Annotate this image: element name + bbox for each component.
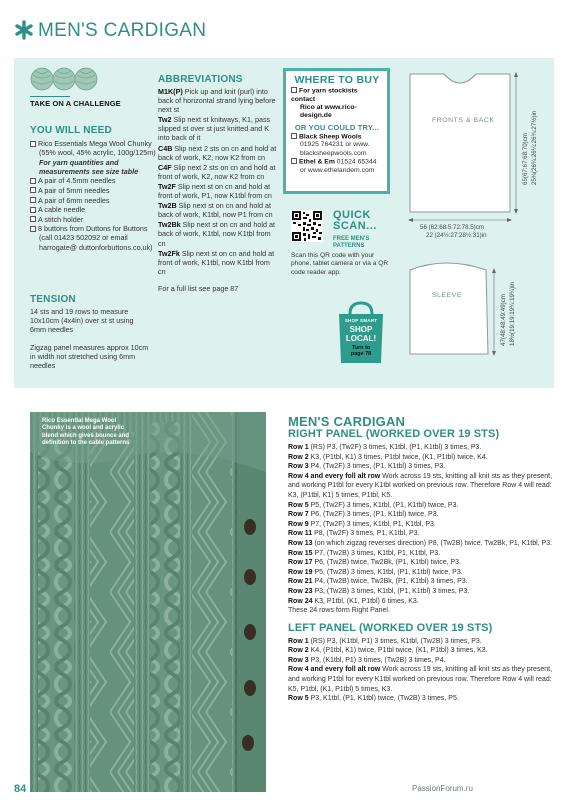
- list-item: A cable needle: [30, 205, 156, 214]
- stockist-name: Ethel & Em 01524 65344: [291, 158, 383, 167]
- badge-line: Turn to: [351, 345, 371, 351]
- pattern-title: MEN'S CARDIGAN: [288, 414, 406, 429]
- front-back-label: FRONTS & BACK: [432, 117, 495, 124]
- row-label: Row 7: [288, 511, 309, 519]
- stockist-line: For yarn stockists contact: [291, 87, 358, 103]
- pattern-row: [288, 587, 560, 597]
- pattern-row: [288, 558, 560, 568]
- stockist-web: blacksheepwools.com: [300, 149, 367, 157]
- list-item: A pair of 4.5mm needles: [30, 176, 156, 185]
- row-text: (on which zigzag reverses direction) P8, (Tw2B) twice, Tw2Bk, P1, K1tbl, P3.: [314, 539, 553, 547]
- quick-scan-title: QUICK SCAN...: [333, 209, 377, 232]
- pattern-row: [288, 529, 560, 539]
- garment-schematic: [396, 58, 554, 388]
- row-text: P5, (Tw2F) 3 times, K1tbl, (P1, K1tbl) twice, P3.: [310, 501, 459, 509]
- tension-heading: TENSION: [30, 294, 76, 305]
- row-text: P4, (Tw2B) twice, Tw2Bk, (P1, K1tbl) 3 times, P3.: [314, 578, 468, 586]
- abbreviation-item: Tw2F Slip next st on cn and hold at front of work, P1, now K1tbl from cn: [158, 181, 272, 201]
- row-text: P7, (Tw2B) 3 times, K1tbl, P1, K1tbl, P3.: [314, 549, 441, 557]
- left-panel-rows: [288, 637, 560, 704]
- pattern-row: [288, 646, 560, 656]
- stockist-web: or www.ethelandem.com: [300, 166, 375, 174]
- abbreviations-section: [158, 74, 278, 294]
- pattern-row: [288, 665, 560, 694]
- list-item: A pair of 6mm needles: [30, 196, 156, 205]
- checkbox-icon: [30, 207, 36, 213]
- row-label: Row 3: [288, 656, 309, 664]
- yarn-note: For yarn quantities and measurements see size table: [39, 157, 139, 176]
- row-label: Row 1: [288, 444, 309, 451]
- asterisk-icon: [14, 20, 34, 40]
- badge-line: LOCAL!: [345, 334, 377, 343]
- pattern-row: [288, 510, 560, 520]
- zigzag-text: Zigzag panel measures approx 10cm in width not stretched using 6mm needles: [30, 343, 149, 371]
- row-label: Row 2: [288, 453, 309, 461]
- row-text: P5, (Tw2B) 3 times, K1tbl, (P1, K1tbl) twice, P3.: [314, 568, 463, 576]
- pattern-row: [288, 694, 560, 704]
- badge-line: SHOP SMART: [344, 318, 378, 323]
- pattern-row: [288, 520, 560, 530]
- row-text: P3, K1tbl, (P1, K1tbl) twice, (Tw2B) 3 times, P5.: [310, 695, 459, 703]
- row-text: K4, (P1tbl, K1) twice, P1tbl twice, (K1, P1tbl) 3 times, K3.: [310, 647, 488, 655]
- list-item: A pair of 5mm needles: [30, 186, 156, 195]
- right-panel-heading: RIGHT PANEL (WORKED OVER 19 STS): [288, 428, 500, 440]
- list-item: A stitch holder: [30, 215, 156, 224]
- pattern-section: [288, 415, 560, 704]
- checkbox-icon: [291, 87, 297, 93]
- row-text: Work across 19 sts, knitting all knit sts as they present, and working P1tbl for every K1tbl worked on previous row. Therefore Row 4 will read: K5, P1tbl, (K1, P1tbl) 5 times, K3.: [288, 666, 553, 693]
- pattern-row: [288, 568, 560, 578]
- row-label: Row 15: [288, 549, 313, 557]
- row-text: These 24 rows form Right Panel.: [288, 607, 390, 615]
- abbreviations-footer: For a full list see page 87: [158, 283, 239, 293]
- abbreviation-item: C4F Slip next 2 sts on cn and hold at front of work, K2, now K2 from cn: [158, 162, 276, 181]
- pattern-row: [288, 577, 560, 587]
- quick-scan-description: Scan this QR code with your phone, tablet camera or via a QR code reader app.: [291, 252, 389, 276]
- or-heading: OR YOU COULD TRY...: [294, 122, 380, 132]
- body-length-cm: 65(67:67:68:70)cm: [522, 133, 529, 185]
- badge-line: page 78: [350, 351, 372, 357]
- right-panel-rows: [288, 443, 560, 616]
- row-text: K3, (P1tbl, K1) 3 times, P1tbl twice, (K1, P1tbl) twice, K4.: [310, 453, 488, 461]
- row-label: Row 11: [288, 530, 313, 538]
- row-label: Row 2: [288, 647, 309, 655]
- stockist-name: Black Sheep Wools: [291, 133, 383, 142]
- pattern-row: [288, 443, 560, 453]
- row-text: P3, (Tw2B) 3 times, K1tbl, (P1, K1tbl) 3 times, P3.: [314, 587, 470, 595]
- where-to-buy-title: WHERE TO BUY: [294, 74, 380, 86]
- row-text: P7, (Tw2F) 3 times, K1tbl, P1, K1tbl, P3.: [310, 520, 436, 528]
- pattern-row: [288, 453, 560, 463]
- body-length-in: 25¾(26¼:26¼:26¾:27½)in: [531, 110, 538, 185]
- row-text: P8, (Tw2F) 3 times, P1, K1tbl, P3.: [314, 530, 420, 538]
- pattern-row: [288, 539, 560, 549]
- abbreviation-item: M1K(P) Pick up and knit (purl) into back of horizontal strand lying before next st: [158, 87, 276, 115]
- sleeve-length-in: 18½(19:19:19¼:19¼)in: [509, 282, 516, 346]
- quick-scan-subtitle: FREE MEN'S PATTERNS: [333, 236, 370, 249]
- checkbox-icon: [30, 187, 36, 193]
- row-label: Row 9: [288, 520, 309, 528]
- list-item: Rico Essentials Mega Wool Chunky (55% wool, 45% acrylic, 100g/125m): [30, 139, 156, 157]
- qr-code-icon[interactable]: [291, 210, 323, 242]
- pattern-row: [288, 637, 560, 647]
- abbreviation-item: Tw2B Slip next st on cn and hold at back of work, K1tbl, now P1 from cn: [158, 201, 273, 220]
- row-label: Row 17: [288, 559, 313, 567]
- checkbox-icon: [30, 197, 36, 203]
- row-text: Work across 19 sts, knitting all knit sts as they present, and working P1tbl for every K1tbl worked on previous row. Therefore Row 4 will read: K3, (P1tbl, K1) 5 times, P1tbl, K5.: [288, 472, 553, 499]
- you-will-need-heading: YOU WILL NEED: [30, 125, 112, 136]
- tension-section: [30, 294, 150, 371]
- row-label: Row 24: [288, 597, 313, 605]
- cardigan-photo: [30, 412, 266, 792]
- checkbox-icon: [291, 133, 297, 139]
- list-item: 8 buttons from Duttons for Buttons (call 01423 502092 or email harrogate@ duttonforbuttons.co.uk): [30, 224, 156, 251]
- row-label: Row 5: [288, 695, 309, 703]
- abbreviation-item: Tw2Fk Slip next st on cn and hold at front of work, K1tbl, now K1tbl from cn: [158, 248, 275, 276]
- pattern-row: [288, 656, 560, 666]
- pattern-row: [288, 597, 560, 607]
- watermark: PassionForum.ru: [412, 784, 473, 793]
- divider: [30, 96, 70, 97]
- checkbox-icon: [30, 178, 36, 184]
- page-number: 84: [14, 783, 27, 795]
- abbreviations-heading: ABBREVIATIONS: [158, 74, 243, 85]
- badge-line: SHOP: [349, 325, 373, 334]
- abbreviation-item: Tw2 Slip next st knitways, K1, pass slipped st over st just knitted and K into back of it: [158, 115, 271, 143]
- stockist-phone: 01925 764231 or www.: [300, 141, 370, 149]
- stockist-line: Rico at www.rico-design.de: [300, 104, 357, 120]
- row-label: Row 23: [288, 587, 313, 595]
- row-text: P6, (Tw2B) twice, Tw2Bk, (P1, K1tbl) twice, P3.: [314, 559, 462, 567]
- checkbox-icon: [30, 226, 36, 232]
- pattern-row: [288, 472, 560, 501]
- checkbox-icon: [30, 141, 36, 147]
- tension-text: 14 sts and 19 rows to measure 10x10cm (4x4in) over st st using 6mm needles: [30, 307, 134, 335]
- row-text: (RS) P3, (K1tbl, P1) 3 times, K1tbl, (Tw2B) 3 times, P3.: [310, 637, 482, 645]
- page-title: MEN'S CARDIGAN: [38, 20, 207, 41]
- row-label: Row 4 and every foll alt row: [288, 666, 381, 674]
- row-label: Row 13: [288, 539, 313, 547]
- abbreviation-item: C4B Slip next 2 sts on cn and hold at back of work, K2, now K2 from cn: [158, 143, 277, 162]
- abbreviation-item: Tw2Bk Slip next st on cn and hold at back of work, K1tbl, now K1tbl from cn: [158, 220, 275, 248]
- row-label: Row 19: [288, 568, 313, 576]
- row-text: (RS) P3, (Tw2F) 3 times, K1tbl, (P1, K1tbl) 3 times, P3.: [310, 444, 482, 451]
- body-width-cm: 56 (62:68.5:72:78.5)cm: [420, 224, 484, 231]
- row-label: Row 3: [288, 463, 309, 471]
- checkbox-icon: [291, 158, 297, 164]
- row-text: P6, (Tw2F) 3 times, (P1, K1tbl) twice, P3.: [310, 511, 439, 519]
- row-label: Row 5: [288, 501, 309, 509]
- pattern-row: [288, 462, 560, 472]
- challenge-label: TAKE ON A CHALLENGE: [30, 99, 121, 108]
- row-text: P3, (K1tbl, P1) 3 times, (Tw2B) 3 times, P4.: [310, 656, 446, 664]
- sleeve-label: SLEEVE: [432, 292, 463, 299]
- row-label: Row 1: [288, 637, 309, 645]
- where-to-buy-box: [283, 68, 390, 194]
- row-label: Row 4 and every foll alt row: [288, 472, 381, 480]
- sleeve-length-cm: 47(48:48:49:49)cm: [500, 294, 507, 346]
- pattern-row: [288, 549, 560, 559]
- row-text: K3, P1tbl, (K1, P1tbl) 6 times, K3.: [314, 597, 419, 605]
- pattern-row: [288, 606, 560, 616]
- yarn-balls-icon: [30, 66, 98, 92]
- left-panel-heading: LEFT PANEL (WORKED OVER 19 STS): [288, 621, 493, 634]
- pattern-row: [288, 501, 560, 511]
- you-will-need-section: [30, 125, 156, 252]
- row-label: Row 21: [288, 578, 313, 586]
- body-width-in: 22 (24½:27:28½:31)in: [426, 232, 487, 239]
- photo-caption: Rico Essential Mega Wool Chunky is a wool and acrylic blend which gives bounce and definition to the cable patterns: [42, 418, 130, 447]
- checkbox-icon: [30, 216, 36, 222]
- row-text: P4, (Tw2F) 3 times, (P1, K1tbl) 3 times, P3.: [310, 463, 446, 471]
